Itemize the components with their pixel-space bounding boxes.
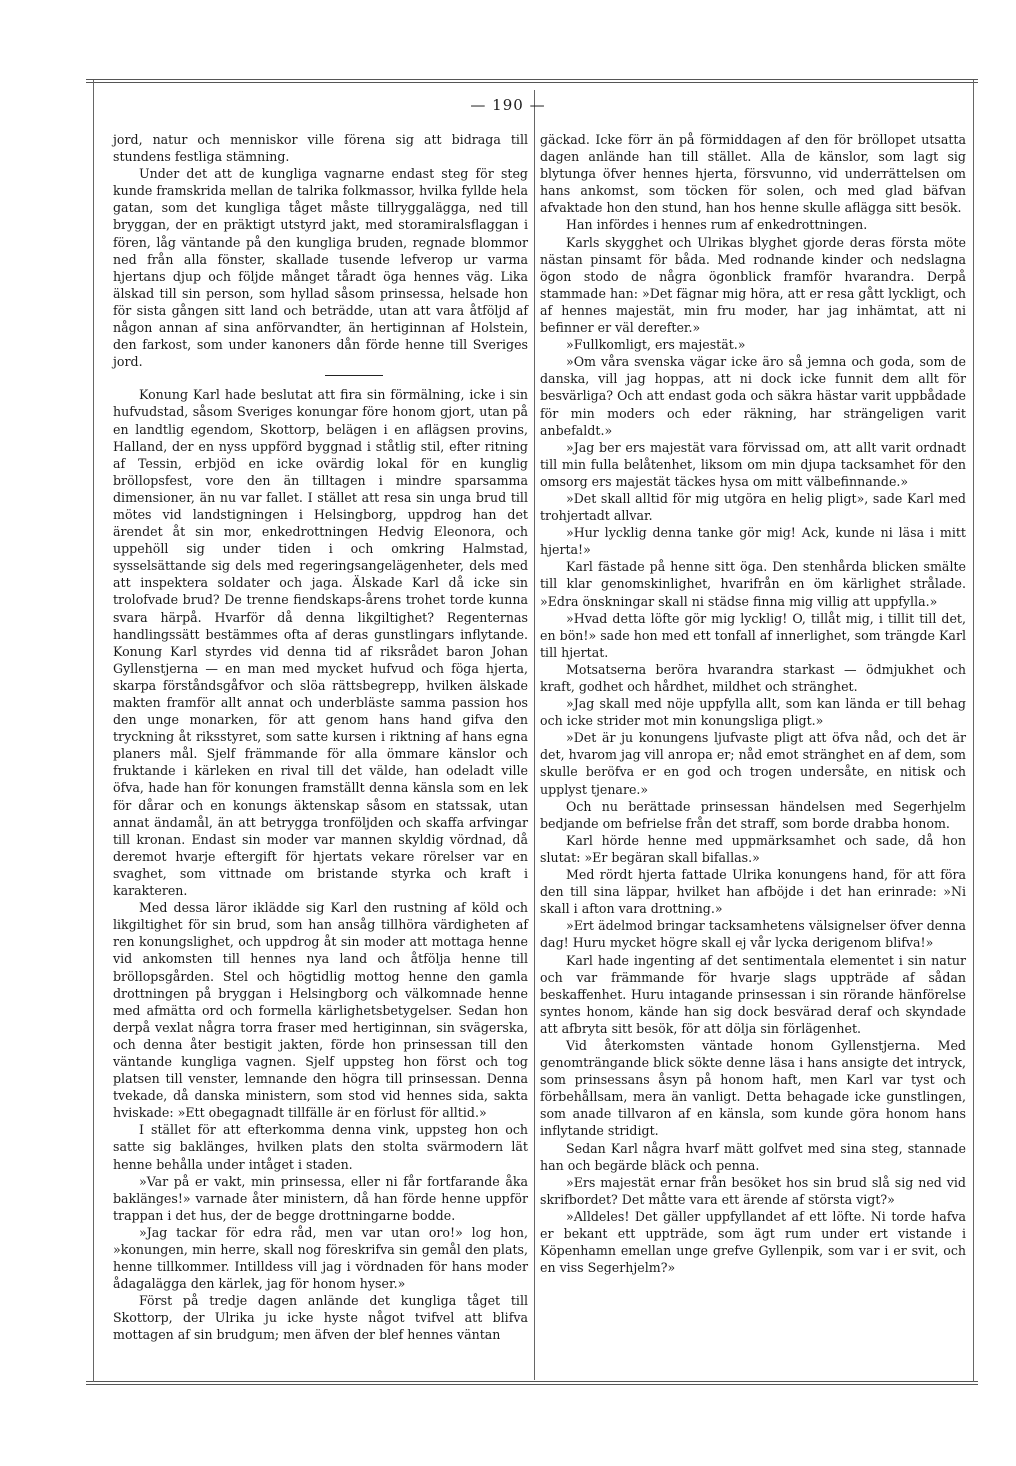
top-border-line-inner xyxy=(86,82,978,83)
paragraph: Med rördt hjerta fattade Ulrika konungens hand, för att föra den till sina läppar, hvilket han afböjde i det han erinrade: »Ni skall i afton vara drottning.» xyxy=(540,867,966,917)
paragraph: Karl hörde henne med uppmärksamhet och sade, då hon slutat: »Er begäran skall bifallas.» xyxy=(540,832,966,865)
paragraph: Och nu berättade prinsessan händelsen med Segerhjelm bedjande om befrielse från det straff, som borde drabba honom. xyxy=(540,798,966,831)
paragraph: »Ert ädelmod bringar tacksamhetens välsignelser öfver denna dag! Huru mycket högre skall ej vår lycka derigenom blifva!» xyxy=(540,918,966,951)
paragraph: »Jag tackar för edra råd, men var utan oro!» log hon, »konungen, min herre, skall nog föreskrifva sin gemål den plats, henne tillkommer. Intilldess vill jag i vördnaden för hans moder ådagalägga den kärlek, jag för honom hyser.» xyxy=(113,1224,528,1292)
left-margin-rule xyxy=(93,80,94,1382)
top-border-line xyxy=(86,79,978,80)
bottom-border-line xyxy=(86,1381,978,1382)
paragraph: »Om våra svenska vägar icke äro så jemna och goda, som de danska, vill jag hoppas, att ni dock icke funnit dem allt för besvärliga? Och att endast goda och säkra hästar varit uppbådade för min moders och eder räkning, har strängeligen varit anbefaldt.» xyxy=(540,354,966,438)
paragraph: »Jag skall med nöje uppfylla allt, som kan lända er till behag och icke strider mot min konungsliga pligt.» xyxy=(540,696,966,729)
paragraph: »Det är ju konungens ljufvaste pligt att öfva nåd, och det är det, hvarom jag vill anropa er; nåd emot stränghet en af dem, som skulle beröfva er en god och trogen undersåte, en nitisk och upplyst tjenare.» xyxy=(540,730,966,797)
paragraph: »Fullkomligt, ers majestät.» xyxy=(566,337,746,353)
paragraph: »Hur lycklig denna tanke gör mig! Ack, kunde ni läsa i mitt hjerta!» xyxy=(540,525,966,558)
paragraph: »Ers majestät ernar från besöket hos sin brud slå sig ned vid skrifbordet? Det måtte vara ett ärende af största vigt?» xyxy=(540,1174,966,1207)
column-divider xyxy=(534,90,535,1380)
paragraph: »Var på er vakt, min prinsessa, eller ni får fortfarande åka baklänges!» varnade åter ministern, då han förde henne uppför trappan i det hus, der de begge drottningarne bodde. xyxy=(113,1173,528,1223)
paragraph: Vid återkomsten väntade honom Gyllenstjerna. Med genomträngande blick sökte denne läsa i hans ansigte det intryck, som prinsessans åsyn på honom haft, men Karl var tyst och förbehållsam, mera än vanligt. Detta behagade icke gunstlingen, som anade tillvaron af en känsla, som kunde göra honom hans inflytande stridigt. xyxy=(540,1037,966,1139)
paragraph: Sedan Karl några hvarf mätt golfvet med sina steg, stannade han och begärde bläck och penna. xyxy=(540,1140,966,1173)
paragraph: »Alldeles! Det gäller uppfyllandet af ett löfte. Ni torde hafva er bekant ett uppträde, som ägt rum under ert vistande i Köpenhamn emellan unge grefve Gyllenpik, som var i er svit, och en viss Segerhjelm?» xyxy=(540,1208,966,1276)
paragraph: Konung Karl hade beslutat att fira sin förmälning, icke i sin hufvudstad, såsom Sveriges konungar före honom gjort, utan på en landtlig egendom, Skottorp, belägen i en aflägsen provins, Halland, der en nyss uppförd byggnad i ståtlig stil, efter ritning af Tessin, erbjöd en icke ovärdig lokal för en kunglig bröllopsfest, vore den än tilltagen i mindre sparsamma dimensioner, än nu var fallet. I stället att resa sin unga brud till mötes vid landstigningen i Helsingborg, uppdrog han det ärendet åt sin mor, enkedrottningen Hedvig Eleonora, och uppehöll sig under tiden i och omkring Halmstad, sysselsättande sig dels med regeringsangelägenheter, dels med att inspektera soldater och jaga. Älskade Karl då icke sin trolofvade brud? De trenne fiendskaps-årens trohet torde kunna svara härpå. Hvarför då denna likgiltighet? Regenternas handlingssätt bestämmes ofta af deras gunstlingars inflytande. Konung Karl styrdes vid denna tid af riksrådet baron Johan Gyllenstjerna — en man med mycket hufvud och föga hjerta, skarpa förståndsgåfvor och slöa rättsbegrepp, hvilken älskade makten framför allt annat och underbläste samma passion hos den unge monarken, för att genom hans hand gifva den tryckning åt riksstyret, som satte kursen i riktning af hans egna planers mål. Sjelf främmande för alla ömmare känslor och fruktande i kärleken en rival till det välde, han odeladt ville öfva, hade han för konungen framställt denna känsla som en lek för dårar och en konungs äktenskap såsom en statssak, utan annat ändamål, än att betrygga tronföljden och skaffa arfvingar till kronan. Endast sin moder var mannen skyldig vördnad, då deremot hvarje eftergift för hjertats vekare rörelser var en svaghet, som vittnade om bristande styrka och kraft i karakteren. xyxy=(113,387,528,899)
paragraph: Med dessa läror iklädde sig Karl den rustning af köld och likgiltighet för sin brud, som han ansåg tillhöra värdigheten af ren konungslighet, och uppdrog åt sin moder att mottaga henne vid ankomsten till hennes nya land och åtfölja henne till bröllopsgården. Stel och högtidlig mottog henne den gamla drottningen på bryggan i Helsingborg och välkomnade henne med afmätta ord och formella kärlighetsbetygelser. Sedan hon derpå vexlat några torra fraser med hertiginnan, sin svägerska, och denna åter bestigit jakten, förde hon prinsessan till den väntande kungliga vagnen. Sjelf uppsteg hon först och tog platsen till venster, lemnande den högra till prinsessan. Denna tvekade, då danska ministern, som stod vid hennes sida, sakta hviskade: »Ett obegagnadt tillfälle är en förlust för alltid.» xyxy=(113,900,528,1121)
right-margin-rule xyxy=(973,80,974,1382)
paragraph: Motsatserna beröra hvarandra starkast — ödmjukhet och kraft, godhet och hårdhet, mildhet och stränghet. xyxy=(540,661,966,694)
paragraph: Karl hade ingenting af det sentimentala elementet i sin natur och var främmande för hvarje slags uppträde af sådan beskaffenhet. Huru intagande prinsessan i sin rörande hänförelse syntes honom, kände han sig dock besvärad deraf och skyndade att afbryta sitt besök, för att dölja sin förlägenhet. xyxy=(540,952,966,1036)
paragraph: I stället för att efterkomma denna vink, uppsteg hon och satte sig baklänges, hvilken plats den stolta svärmodern lät henne behålla under intåget i staden. xyxy=(113,1122,528,1172)
right-column xyxy=(540,131,966,1276)
paragraph: »Jag ber ers majestät vara förvissad om, att allt varit ordnadt till min fulla belåtenhet, liksom om min djupa tacksamhet för den omsorg ers majestät täckes hysa om mitt välbefinnande.» xyxy=(540,439,966,489)
paragraph: jord, natur och menniskor ville förena sig att bidraga till stundens festliga stämning. xyxy=(113,132,528,165)
paragraph: Karl fästade på henne sitt öga. Den stenhårda blicken smälte till klar genomskinlighet, hvarifrån en öm kärlighet strålade. »Edra önskningar skall ni städse finna mig villig att uppfylla.» xyxy=(540,559,966,609)
paragraph: Först på tredje dagen anlände det kungliga tåget till Skottorp, der Ulrika ju icke hyste något tvifvel att blifva mottagen af sin brudgum; men äfven der blef hennes väntan xyxy=(113,1293,528,1343)
paragraph: »Det skall alltid för mig utgöra en helig pligt», sade Karl med trohjertadt allvar. xyxy=(540,490,966,524)
left-column xyxy=(113,131,528,1344)
paragraph: »Hvad detta löfte gör mig lycklig! O, tillåt mig, i tillit till det, en bön!» sade hon med ett tonfall af innerlighet, som trängde Karl till hjertat. xyxy=(540,610,966,660)
paragraph: Han infördes i hennes rum af enkedrottningen. xyxy=(566,217,868,233)
page-number: — 190 — xyxy=(470,96,546,114)
paragraph: gäckad. Icke förr än på förmiddagen af den för bröllopet utsatta dagen anlände han till stället. Alla de känslor, som lagt sig blytunga öfver hennes hjerta, försvunno, vid underrättelsen om hans ankomst, som töcken för solen, och med glad bäfvan afvaktade hon den stund, han hos henne skulle aflägga sitt besök. xyxy=(540,132,966,216)
bottom-border-line-inner xyxy=(86,1384,978,1385)
paragraph: Under det att de kungliga vagnarne endast steg för steg kunde framskrida mellan de talrika folkmassor, hvilka fyllde hela gatan, som det kungliga tåget måste tillryggalägga, ned till bryggan, der en präktigt utstyrd jakt, med storamiralsflaggan i fören, låg väntande på den kungliga bruden, regnade blommor ned från alla fönster, skallade tusende lefverop ur varma hjertans djup och följde månget tåradt öga hennes väg. Lika älskad till sin person, som hyllad såsom prinsessa, helsade hon för sista gången sitt land och beträdde, utan att vara åtföljd af någon annan af sina anförvandter, än hertiginnan af Holstein, den farkost, som under kanoners dån förde henne till Sveriges jord. xyxy=(113,166,528,370)
paragraph: Karls skygghet och Ulrikas blyghet gjorde deras första möte nästan pinsamt för båda. Med rodnande kinder och nedslagna ögon stodo de några ögonblick framför hvarandra. Derpå stammade han: »Det fägnar mig höra, att er resa gått lyckligt, och af hennes majestät, min fru moder, har jag inhämtat, att ni befinner er väl derefter.» xyxy=(540,234,966,336)
section-separator xyxy=(325,375,383,376)
